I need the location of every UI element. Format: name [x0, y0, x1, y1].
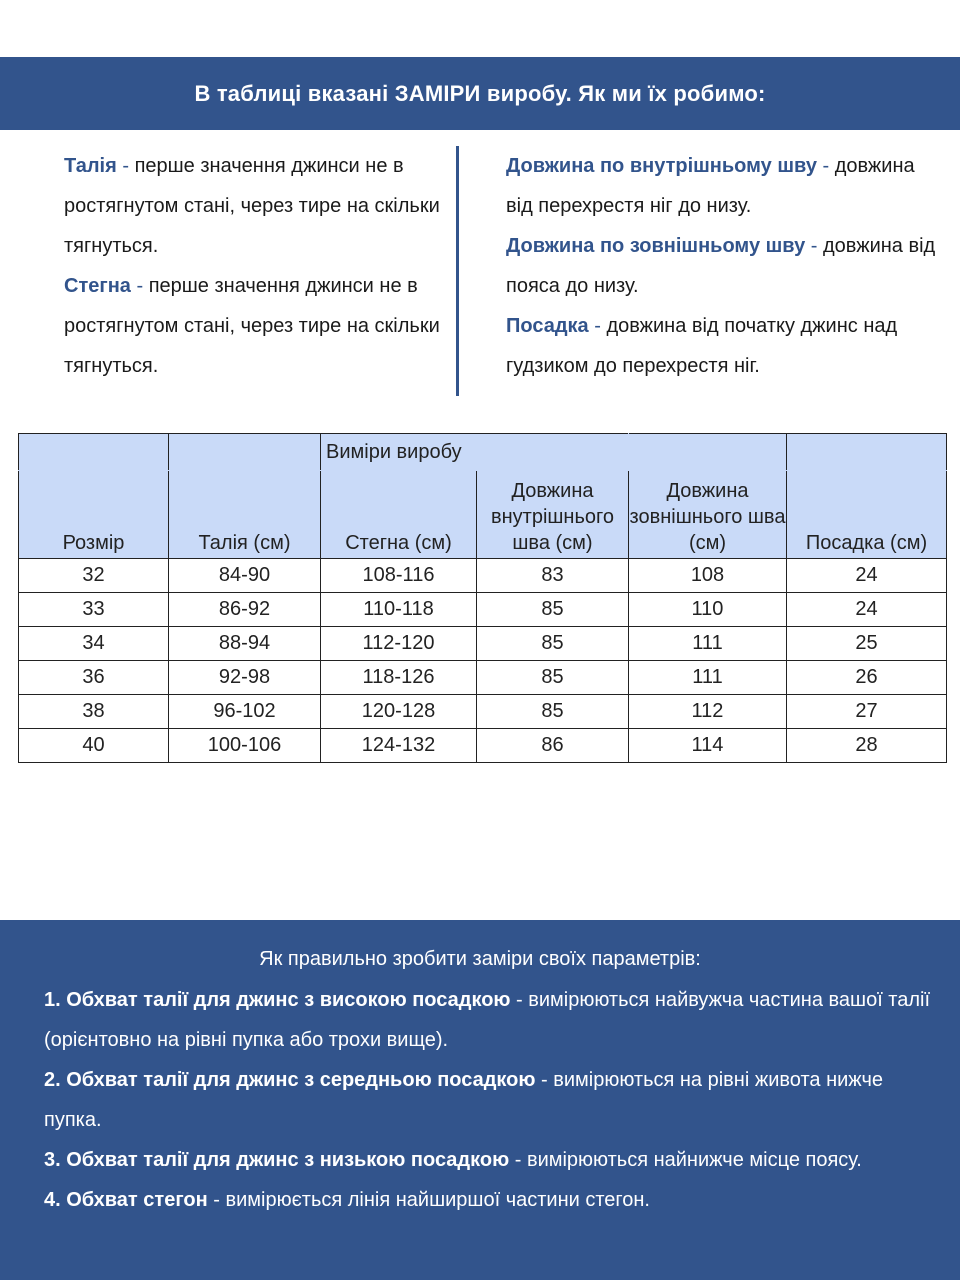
definition-text: перше значення джинси не в ростягнутом стані, через тире на скільки тягнуться. [64, 155, 440, 257]
table-group-header-row [19, 434, 947, 471]
measurement-guide [0, 920, 960, 1280]
guide-title: Як правильно зробити заміри своїх параметрів: [259, 948, 701, 970]
definition-waist [64, 146, 444, 266]
table-group-title: Виміри виробу [321, 434, 629, 471]
table-cell: 86 [477, 729, 629, 763]
guide-item-heading: 4. Обхват стегон [44, 1189, 208, 1211]
table-cell: 86-92 [169, 593, 321, 627]
table-cell: 118-126 [321, 661, 477, 695]
table-cell: 85 [477, 695, 629, 729]
header-outseam: Довжина зовнішнього шва (см) [629, 471, 787, 559]
definitions-section [0, 146, 960, 396]
table-cell: 108-116 [321, 559, 477, 593]
table-cell: 85 [477, 627, 629, 661]
guide-item-heading: 3. Обхват талії для джинс з низькою посадкою [44, 1149, 510, 1171]
definition-text: довжина від перехрестя ніг до низу. [506, 155, 915, 217]
definition-dash: - [588, 315, 607, 337]
definition-hips [64, 266, 444, 386]
table-row [19, 593, 947, 627]
guide-item-text: - вимірюються на рівні живота нижче пупка. [44, 1069, 884, 1131]
guide-item-text: - вимірюються найнижче місце поясу. [509, 1149, 862, 1171]
guide-item [44, 1060, 934, 1140]
size-table-wrapper [18, 433, 948, 763]
table-cell: 24 [787, 593, 947, 627]
table-group-cell-empty [19, 434, 169, 471]
table-cell: 96-102 [169, 695, 321, 729]
table-cell: 85 [477, 661, 629, 695]
table-cell: 124-132 [321, 729, 477, 763]
size-table [18, 433, 947, 763]
definition-term: Довжина по внутрішньому шву [506, 155, 817, 177]
header-waist: Талія (см) [169, 471, 321, 559]
table-cell: 38 [19, 695, 169, 729]
header-hips: Стегна (см) [321, 471, 477, 559]
table-cell: 26 [787, 661, 947, 695]
definition-term: Талія [64, 155, 117, 177]
table-cell: 114 [629, 729, 787, 763]
table-cell: 40 [19, 729, 169, 763]
table-cell: 111 [629, 627, 787, 661]
definition-dash: - [116, 155, 135, 177]
definitions-right [506, 146, 946, 386]
table-row [19, 559, 947, 593]
definition-text: довжина від пояса до низу. [506, 235, 936, 297]
table-cell: 27 [787, 695, 947, 729]
guide-item [44, 980, 934, 1060]
table-cell: 33 [19, 593, 169, 627]
table-row [19, 627, 947, 661]
table-cell: 110 [629, 593, 787, 627]
table-cell: 25 [787, 627, 947, 661]
header-inseam: Довжина внутрішнього шва (см) [477, 471, 629, 559]
table-cell: 111 [629, 661, 787, 695]
table-row [19, 729, 947, 763]
guide-list [44, 980, 934, 1220]
guide-item-heading: 2. Обхват талії для джинс з середньою посадкою [44, 1069, 536, 1091]
table-cell: 84-90 [169, 559, 321, 593]
guide-item [44, 1140, 934, 1180]
definition-outseam [506, 226, 946, 306]
definitions-divider [456, 146, 459, 396]
table-cell: 83 [477, 559, 629, 593]
header-rise: Посадка (см) [787, 471, 947, 559]
table-group-cell-empty [169, 434, 321, 471]
definition-dash: - [805, 235, 823, 257]
table-cell: 36 [19, 661, 169, 695]
definition-dash: - [816, 155, 835, 177]
table-row [19, 695, 947, 729]
guide-item-text: - вимірюється лінія найширшої частини стегон. [207, 1189, 650, 1211]
definition-text: довжина від початку джинс над гудзиком до перехрестя ніг. [506, 315, 898, 377]
guide-item-text: - вимірюються найвужча частина вашої талії (орієнтовно на рівні пупка або трохи вище). [44, 989, 931, 1051]
table-group-cell-empty [787, 434, 947, 471]
table-cell: 100-106 [169, 729, 321, 763]
table-row [19, 661, 947, 695]
definition-term: Довжина по зовнішньому шву [506, 235, 806, 257]
table-cell: 28 [787, 729, 947, 763]
guide-item-heading: 1. Обхват талії для джинс з високою посадкою [44, 989, 511, 1011]
table-cell: 112-120 [321, 627, 477, 661]
definition-term: Стегна [64, 275, 131, 297]
table-cell: 85 [477, 593, 629, 627]
definition-text: перше значення джинси не в ростягнутом стані, через тире на скільки тягнуться. [64, 275, 440, 377]
definition-inseam [506, 146, 946, 226]
table-cell: 112 [629, 695, 787, 729]
table-group-cell-empty [629, 434, 787, 471]
table-cell: 108 [629, 559, 787, 593]
table-cell: 24 [787, 559, 947, 593]
table-cell: 110-118 [321, 593, 477, 627]
definition-dash: - [130, 275, 149, 297]
table-cell: 88-94 [169, 627, 321, 661]
definition-term: Посадка [506, 315, 589, 337]
guide-item [44, 1180, 934, 1220]
banner-title: В таблиці вказані ЗАМІРИ виробу. Як ми їх робимо: [194, 80, 766, 106]
table-cell: 120-128 [321, 695, 477, 729]
table-cell: 92-98 [169, 661, 321, 695]
definition-rise [506, 306, 946, 386]
table-cell: 34 [19, 627, 169, 661]
table-header-row [19, 471, 947, 559]
table-cell: 32 [19, 559, 169, 593]
definitions-left [64, 146, 444, 386]
header-size: Розмір [19, 471, 169, 559]
page-banner [0, 57, 960, 130]
